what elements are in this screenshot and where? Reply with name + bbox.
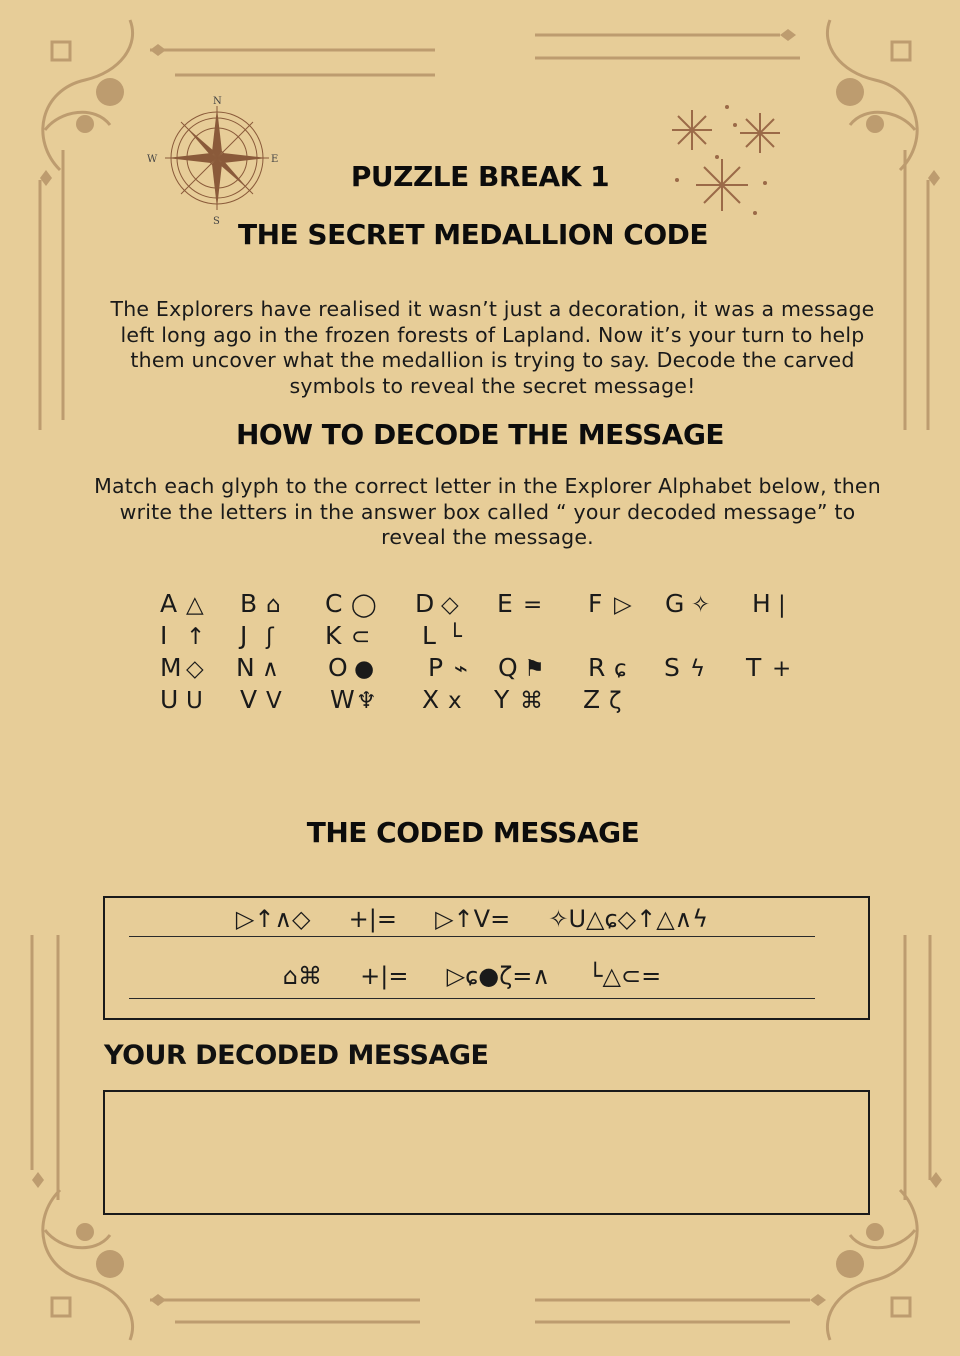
alphabet-item: T +	[746, 653, 792, 682]
alphabet-item: C ◯	[325, 589, 377, 618]
alphabet-item: W♆	[330, 685, 377, 714]
coded-line-1: ▷↑∧◇ +|= ▷↑V= ✧U△ɕ◇↑△∧ϟ	[235, 905, 709, 933]
coded-heading: THE CODED MESSAGE	[306, 816, 640, 849]
alphabet-item: L └	[422, 621, 462, 650]
alphabet-item: N ∧	[236, 653, 279, 682]
coded-line-1-rule	[129, 936, 815, 937]
alphabet-item: A △	[160, 589, 204, 618]
alphabet-item: B ⌂	[240, 589, 281, 618]
puzzle-subtitle: THE SECRET MEDALLION CODE	[238, 218, 708, 251]
alphabet-item: S ϟ	[664, 653, 706, 682]
intro-paragraph: The Explorers have realised it wasn’t just a decoration, it was a message left long ago in the frozen forests of Lapland. Now it’s your turn to help them uncover what the medallion is trying to say. Decode the carved symbols to reveal the secret message!	[110, 297, 875, 398]
compass-s: S	[213, 216, 220, 227]
alphabet-item: E =	[497, 589, 543, 618]
snowflakes-icon	[665, 95, 790, 220]
alphabet-item: K ⊂	[325, 621, 371, 650]
alphabet-item: Y ⌘	[494, 685, 543, 714]
alphabet-item: M ◇	[160, 653, 204, 682]
alphabet-item: J ʃ	[240, 621, 274, 650]
compass-n: N	[213, 96, 222, 107]
alphabet-item: R ɕ	[588, 653, 627, 682]
alphabet-item: V V	[240, 685, 282, 714]
decoded-message-box[interactable]	[103, 1090, 870, 1215]
alphabet-item: F ▷	[588, 589, 632, 618]
alphabet-item: H |	[752, 589, 786, 618]
alphabet-item: I ↑	[160, 621, 206, 650]
alphabet-item: O ●	[328, 653, 375, 682]
howto-heading: HOW TO DECODE THE MESSAGE	[235, 418, 725, 451]
coded-line-2-rule	[129, 998, 815, 999]
puzzle-title: PUZZLE BREAK 1	[350, 160, 610, 193]
alphabet-item: G ✧	[665, 589, 711, 618]
alphabet-item: Z ζ	[583, 685, 622, 714]
decoded-heading: YOUR DECODED MESSAGE	[104, 1040, 489, 1071]
alphabet-item: Q ⚑	[498, 653, 545, 682]
alphabet-item: U U	[160, 685, 203, 714]
compass-e: E	[271, 154, 279, 165]
coded-line-2: ⌂⌘ +|= ▷ɕ●ζ=∧ └△⊂=	[282, 962, 662, 990]
compass-w: W	[147, 154, 158, 165]
alphabet-item: X x	[422, 685, 462, 714]
coded-message-box	[103, 896, 870, 1020]
alphabet-item: P ⌁	[428, 653, 468, 682]
howto-paragraph: Match each glyph to the correct letter in the Explorer Alphabet below, then write the letters in the answer box called “ your decoded message” to reveal the message.	[94, 474, 881, 549]
alphabet-item: D ◇	[415, 589, 459, 618]
